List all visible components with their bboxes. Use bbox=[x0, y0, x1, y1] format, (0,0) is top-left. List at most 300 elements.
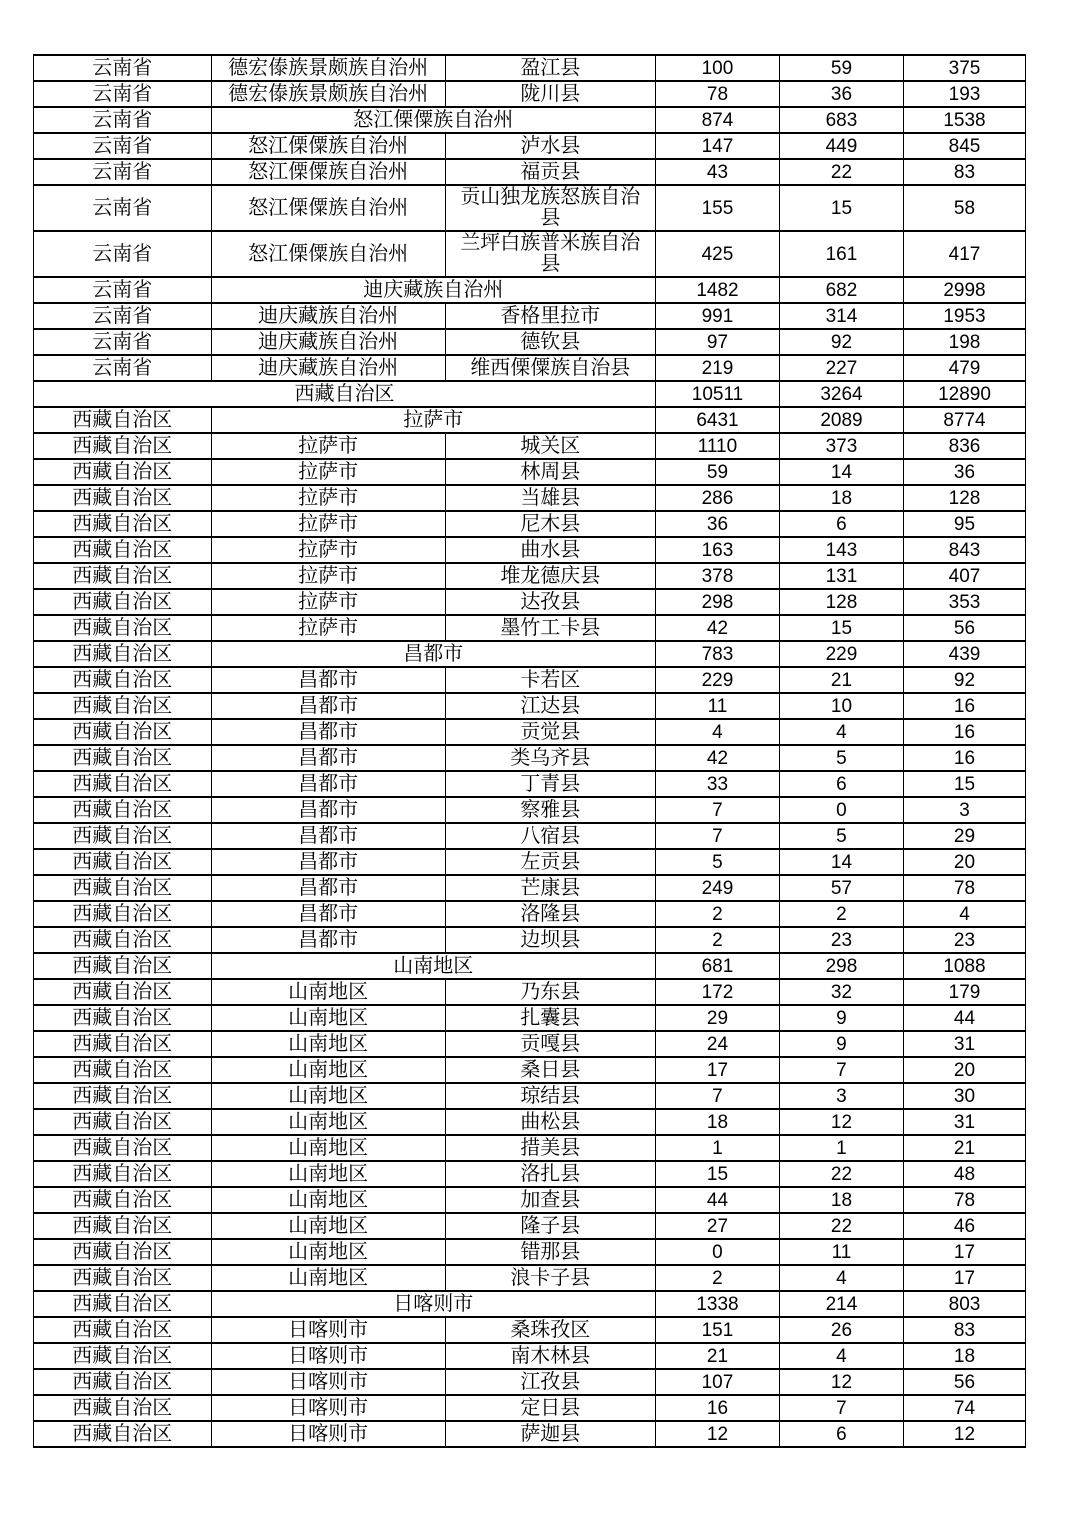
cell-province: 西藏自治区 bbox=[34, 875, 212, 901]
cell-county bbox=[445, 459, 655, 485]
cell-value-2: 2 bbox=[779, 901, 903, 927]
table-row bbox=[34, 407, 1026, 433]
cell-prefecture: 日喀则市 bbox=[211, 1369, 445, 1395]
cell-county bbox=[445, 589, 655, 615]
cell-prefecture: 山南地区 bbox=[211, 979, 445, 1005]
table-row bbox=[34, 849, 1026, 875]
cell-county bbox=[445, 355, 655, 381]
table-row bbox=[34, 303, 1026, 329]
cell-prefecture: 山南地区 bbox=[211, 1187, 445, 1213]
cell-prefecture: 山南地区 bbox=[211, 1057, 445, 1083]
cell-prefecture: 拉萨市 bbox=[211, 563, 445, 589]
cell-province: 云南省 bbox=[34, 107, 212, 133]
cell-value-3: 48 bbox=[903, 1161, 1025, 1187]
cell-value-3: 3 bbox=[903, 797, 1025, 823]
cell-value-1: 33 bbox=[655, 771, 779, 797]
cell-value-3: 29 bbox=[903, 823, 1025, 849]
cell-county bbox=[445, 1161, 655, 1187]
cell-value-2: 92 bbox=[779, 329, 903, 355]
cell-value-1: 11 bbox=[655, 693, 779, 719]
cell-value-1: 1338 bbox=[655, 1291, 779, 1317]
cell-value-1: 1 bbox=[655, 1135, 779, 1161]
county-label: 错那县 bbox=[520, 1240, 581, 1263]
cell-value-1: 7 bbox=[655, 823, 779, 849]
cell-value-2: 15 bbox=[779, 615, 903, 641]
cell-value-1: 172 bbox=[655, 979, 779, 1005]
cell-province: 西藏自治区 bbox=[34, 927, 212, 953]
cell-value-3: 36 bbox=[903, 459, 1025, 485]
county-label: 堆龙德庆县 bbox=[500, 564, 601, 587]
county-label: 桑日县 bbox=[520, 1058, 581, 1081]
cell-county bbox=[445, 133, 655, 159]
cell-county bbox=[445, 537, 655, 563]
cell-value-1: 27 bbox=[655, 1213, 779, 1239]
table-row bbox=[34, 1213, 1026, 1239]
table-row bbox=[34, 797, 1026, 823]
cell-prefecture: 山南地区 bbox=[211, 1239, 445, 1265]
cell-value-1: 21 bbox=[655, 1343, 779, 1369]
cell-value-3: 479 bbox=[903, 355, 1025, 381]
cell-province: 云南省 bbox=[34, 159, 212, 185]
cell-value-2: 22 bbox=[779, 159, 903, 185]
cell-value-2: 21 bbox=[779, 667, 903, 693]
cell-province: 云南省 bbox=[34, 303, 212, 329]
cell-value-2: 4 bbox=[779, 1265, 903, 1291]
cell-value-3: 78 bbox=[903, 875, 1025, 901]
cell-province: 云南省 bbox=[34, 277, 212, 303]
cell-county bbox=[445, 901, 655, 927]
cell-value-3: 193 bbox=[903, 81, 1025, 107]
cell-value-1: 17 bbox=[655, 1057, 779, 1083]
cell-prefecture: 日喀则市 bbox=[211, 1395, 445, 1421]
county-label: 贡山独龙族怒族自治县 bbox=[460, 186, 641, 229]
cell-prefecture: 拉萨市 bbox=[211, 589, 445, 615]
cell-county bbox=[445, 1005, 655, 1031]
cell-prefecture: 迪庆藏族自治州 bbox=[211, 355, 445, 381]
cell-value-2: 128 bbox=[779, 589, 903, 615]
county-label: 维西傈僳族自治县 bbox=[470, 356, 631, 379]
cell-prefecture-total: 迪庆藏族自治州 bbox=[211, 277, 655, 303]
cell-county bbox=[445, 511, 655, 537]
cell-value-2: 4 bbox=[779, 719, 903, 745]
cell-value-1: 783 bbox=[655, 641, 779, 667]
county-label: 萨迦县 bbox=[520, 1422, 581, 1445]
county-label: 曲松县 bbox=[520, 1110, 581, 1133]
cell-value-1: 24 bbox=[655, 1031, 779, 1057]
county-label: 泸水县 bbox=[520, 134, 581, 157]
cell-county bbox=[445, 55, 655, 81]
table-row bbox=[34, 355, 1026, 381]
cell-county bbox=[445, 1109, 655, 1135]
county-label: 城关区 bbox=[520, 434, 581, 457]
cell-value-3: 18 bbox=[903, 1343, 1025, 1369]
cell-province: 云南省 bbox=[34, 329, 212, 355]
cell-province: 西藏自治区 bbox=[34, 459, 212, 485]
cell-value-2: 59 bbox=[779, 55, 903, 81]
cell-value-1: 425 bbox=[655, 231, 779, 277]
cell-value-1: 0 bbox=[655, 1239, 779, 1265]
county-label: 林周县 bbox=[520, 460, 581, 483]
cell-value-1: 219 bbox=[655, 355, 779, 381]
cell-prefecture: 山南地区 bbox=[211, 1031, 445, 1057]
cell-value-1: 107 bbox=[655, 1369, 779, 1395]
cell-county bbox=[445, 433, 655, 459]
cell-value-3: 83 bbox=[903, 1317, 1025, 1343]
cell-prefecture: 昌都市 bbox=[211, 849, 445, 875]
cell-value-3: 845 bbox=[903, 133, 1025, 159]
county-label: 德钦县 bbox=[520, 330, 581, 353]
cell-value-1: 1110 bbox=[655, 433, 779, 459]
cell-value-1: 991 bbox=[655, 303, 779, 329]
table-row bbox=[34, 1239, 1026, 1265]
table-row bbox=[34, 901, 1026, 927]
cell-county bbox=[445, 875, 655, 901]
cell-prefecture: 山南地区 bbox=[211, 1213, 445, 1239]
cell-value-3: 23 bbox=[903, 927, 1025, 953]
cell-province: 西藏自治区 bbox=[34, 1421, 212, 1447]
cell-province: 西藏自治区 bbox=[34, 823, 212, 849]
table-row bbox=[34, 1031, 1026, 1057]
cell-province: 西藏自治区 bbox=[34, 615, 212, 641]
cell-value-1: 151 bbox=[655, 1317, 779, 1343]
cell-province: 西藏自治区 bbox=[34, 719, 212, 745]
table-row bbox=[34, 1109, 1026, 1135]
cell-province: 西藏自治区 bbox=[34, 797, 212, 823]
cell-county bbox=[445, 185, 655, 231]
cell-prefecture: 怒江傈僳族自治州 bbox=[211, 159, 445, 185]
cell-prefecture: 昌都市 bbox=[211, 693, 445, 719]
cell-value-2: 161 bbox=[779, 231, 903, 277]
cell-value-2: 18 bbox=[779, 1187, 903, 1213]
cell-value-2: 9 bbox=[779, 1031, 903, 1057]
cell-province: 云南省 bbox=[34, 55, 212, 81]
county-label: 陇川县 bbox=[520, 82, 581, 105]
cell-province: 西藏自治区 bbox=[34, 1369, 212, 1395]
cell-value-1: 15 bbox=[655, 1161, 779, 1187]
cell-value-2: 131 bbox=[779, 563, 903, 589]
table-row bbox=[34, 1057, 1026, 1083]
cell-province: 西藏自治区 bbox=[34, 1213, 212, 1239]
cell-value-2: 227 bbox=[779, 355, 903, 381]
cell-value-2: 9 bbox=[779, 1005, 903, 1031]
table-row bbox=[34, 823, 1026, 849]
table-row bbox=[34, 693, 1026, 719]
cell-value-1: 2 bbox=[655, 927, 779, 953]
cell-value-1: 378 bbox=[655, 563, 779, 589]
cell-value-3: 16 bbox=[903, 745, 1025, 771]
cell-province: 西藏自治区 bbox=[34, 485, 212, 511]
cell-county bbox=[445, 485, 655, 511]
cell-value-1: 2 bbox=[655, 1265, 779, 1291]
cell-value-3: 439 bbox=[903, 641, 1025, 667]
table-row bbox=[34, 1291, 1026, 1317]
region-statistics-table bbox=[33, 54, 1026, 1448]
cell-value-2: 314 bbox=[779, 303, 903, 329]
cell-value-1: 29 bbox=[655, 1005, 779, 1031]
county-label: 尼木县 bbox=[520, 512, 581, 535]
cell-value-2: 22 bbox=[779, 1213, 903, 1239]
cell-value-1: 44 bbox=[655, 1187, 779, 1213]
county-label: 南木林县 bbox=[510, 1344, 591, 1367]
cell-prefecture: 迪庆藏族自治州 bbox=[211, 303, 445, 329]
county-label: 八宿县 bbox=[520, 824, 581, 847]
cell-county bbox=[445, 849, 655, 875]
table-row bbox=[34, 1421, 1026, 1447]
county-label: 类乌齐县 bbox=[510, 746, 591, 769]
cell-county bbox=[445, 1239, 655, 1265]
cell-value-1: 16 bbox=[655, 1395, 779, 1421]
table-row bbox=[34, 745, 1026, 771]
cell-value-3: 353 bbox=[903, 589, 1025, 615]
cell-county bbox=[445, 1057, 655, 1083]
cell-value-3: 1088 bbox=[903, 953, 1025, 979]
cell-value-3: 417 bbox=[903, 231, 1025, 277]
cell-value-1: 78 bbox=[655, 81, 779, 107]
table-row bbox=[34, 719, 1026, 745]
cell-prefecture: 昌都市 bbox=[211, 901, 445, 927]
county-label: 洛隆县 bbox=[520, 902, 581, 925]
county-label: 卡若区 bbox=[520, 668, 581, 691]
cell-value-2: 2089 bbox=[779, 407, 903, 433]
cell-prefecture: 山南地区 bbox=[211, 1265, 445, 1291]
cell-value-3: 20 bbox=[903, 1057, 1025, 1083]
table-row bbox=[34, 277, 1026, 303]
cell-county bbox=[445, 1317, 655, 1343]
cell-county bbox=[445, 1031, 655, 1057]
cell-prefecture: 山南地区 bbox=[211, 1109, 445, 1135]
cell-prefecture: 昌都市 bbox=[211, 719, 445, 745]
cell-value-2: 229 bbox=[779, 641, 903, 667]
cell-value-3: 16 bbox=[903, 719, 1025, 745]
cell-county bbox=[445, 1421, 655, 1447]
cell-value-1: 147 bbox=[655, 133, 779, 159]
cell-prefecture: 迪庆藏族自治州 bbox=[211, 329, 445, 355]
table-row bbox=[34, 979, 1026, 1005]
table-row bbox=[34, 1395, 1026, 1421]
table-row bbox=[34, 433, 1026, 459]
cell-county bbox=[445, 563, 655, 589]
table-row bbox=[34, 1317, 1026, 1343]
cell-value-3: 8774 bbox=[903, 407, 1025, 433]
cell-value-2: 1 bbox=[779, 1135, 903, 1161]
cell-county bbox=[445, 303, 655, 329]
cell-province: 西藏自治区 bbox=[34, 1343, 212, 1369]
cell-value-3: 17 bbox=[903, 1239, 1025, 1265]
cell-value-2: 14 bbox=[779, 459, 903, 485]
table-row bbox=[34, 185, 1026, 231]
table-row bbox=[34, 55, 1026, 81]
cell-prefecture: 拉萨市 bbox=[211, 433, 445, 459]
table-row bbox=[34, 927, 1026, 953]
cell-prefecture-total: 日喀则市 bbox=[211, 1291, 655, 1317]
cell-value-3: 30 bbox=[903, 1083, 1025, 1109]
cell-value-1: 681 bbox=[655, 953, 779, 979]
table-row bbox=[34, 1083, 1026, 1109]
table-row bbox=[34, 1135, 1026, 1161]
cell-value-3: 12890 bbox=[903, 381, 1025, 407]
cell-value-3: 21 bbox=[903, 1135, 1025, 1161]
cell-province: 西藏自治区 bbox=[34, 1187, 212, 1213]
cell-value-2: 214 bbox=[779, 1291, 903, 1317]
cell-value-1: 874 bbox=[655, 107, 779, 133]
cell-value-3: 843 bbox=[903, 537, 1025, 563]
county-label: 扎囊县 bbox=[520, 1006, 581, 1029]
cell-value-2: 6 bbox=[779, 771, 903, 797]
cell-province: 西藏自治区 bbox=[34, 745, 212, 771]
cell-province: 云南省 bbox=[34, 133, 212, 159]
table-row bbox=[34, 563, 1026, 589]
county-label: 边坝县 bbox=[520, 928, 581, 951]
cell-province: 西藏自治区 bbox=[34, 537, 212, 563]
cell-province: 西藏自治区 bbox=[34, 953, 212, 979]
cell-province: 西藏自治区 bbox=[34, 693, 212, 719]
cell-value-3: 56 bbox=[903, 615, 1025, 641]
cell-value-1: 36 bbox=[655, 511, 779, 537]
cell-value-2: 6 bbox=[779, 511, 903, 537]
cell-prefecture: 怒江傈僳族自治州 bbox=[211, 133, 445, 159]
cell-value-2: 23 bbox=[779, 927, 903, 953]
county-label: 曲水县 bbox=[520, 538, 581, 561]
cell-value-3: 95 bbox=[903, 511, 1025, 537]
table-row bbox=[34, 1265, 1026, 1291]
cell-province: 西藏自治区 bbox=[34, 979, 212, 1005]
cell-value-1: 7 bbox=[655, 797, 779, 823]
cell-value-2: 15 bbox=[779, 185, 903, 231]
cell-province: 西藏自治区 bbox=[34, 1161, 212, 1187]
cell-value-1: 10511 bbox=[655, 381, 779, 407]
cell-province: 西藏自治区 bbox=[34, 1395, 212, 1421]
cell-prefecture-total: 拉萨市 bbox=[211, 407, 655, 433]
table-row bbox=[34, 511, 1026, 537]
cell-prefecture: 拉萨市 bbox=[211, 511, 445, 537]
cell-prefecture: 日喀则市 bbox=[211, 1343, 445, 1369]
cell-value-3: 15 bbox=[903, 771, 1025, 797]
cell-value-3: 198 bbox=[903, 329, 1025, 355]
cell-value-1: 298 bbox=[655, 589, 779, 615]
county-label: 隆子县 bbox=[520, 1214, 581, 1237]
cell-value-3: 56 bbox=[903, 1369, 1025, 1395]
cell-province: 西藏自治区 bbox=[34, 1083, 212, 1109]
cell-prefecture-total: 山南地区 bbox=[211, 953, 655, 979]
cell-province: 云南省 bbox=[34, 185, 212, 231]
cell-province: 云南省 bbox=[34, 231, 212, 277]
cell-value-3: 31 bbox=[903, 1031, 1025, 1057]
cell-prefecture: 拉萨市 bbox=[211, 615, 445, 641]
cell-value-2: 449 bbox=[779, 133, 903, 159]
cell-county bbox=[445, 979, 655, 1005]
table-row bbox=[34, 485, 1026, 511]
cell-value-1: 97 bbox=[655, 329, 779, 355]
table-row bbox=[34, 329, 1026, 355]
cell-value-2: 57 bbox=[779, 875, 903, 901]
cell-value-3: 58 bbox=[903, 185, 1025, 231]
cell-value-3: 83 bbox=[903, 159, 1025, 185]
table-row bbox=[34, 615, 1026, 641]
table-row bbox=[34, 81, 1026, 107]
table-row bbox=[34, 459, 1026, 485]
cell-value-3: 74 bbox=[903, 1395, 1025, 1421]
county-label: 乃东县 bbox=[520, 980, 581, 1003]
cell-prefecture: 昌都市 bbox=[211, 797, 445, 823]
county-label: 兰坪白族普米族自治县 bbox=[460, 232, 641, 275]
cell-value-1: 1482 bbox=[655, 277, 779, 303]
cell-value-3: 1953 bbox=[903, 303, 1025, 329]
table-row bbox=[34, 1161, 1026, 1187]
cell-value-1: 163 bbox=[655, 537, 779, 563]
cell-value-2: 10 bbox=[779, 693, 903, 719]
cell-county bbox=[445, 1187, 655, 1213]
table-body bbox=[34, 55, 1026, 1447]
cell-county bbox=[445, 823, 655, 849]
cell-county bbox=[445, 1369, 655, 1395]
cell-value-3: 17 bbox=[903, 1265, 1025, 1291]
cell-value-3: 4 bbox=[903, 901, 1025, 927]
cell-value-3: 128 bbox=[903, 485, 1025, 511]
cell-county bbox=[445, 1265, 655, 1291]
county-label: 察雅县 bbox=[520, 798, 581, 821]
cell-prefecture: 昌都市 bbox=[211, 875, 445, 901]
cell-county bbox=[445, 159, 655, 185]
county-label: 贡觉县 bbox=[520, 720, 581, 743]
cell-county bbox=[445, 329, 655, 355]
cell-prefecture: 山南地区 bbox=[211, 1005, 445, 1031]
cell-province: 西藏自治区 bbox=[34, 1317, 212, 1343]
table-row bbox=[34, 107, 1026, 133]
cell-prefecture: 日喀则市 bbox=[211, 1317, 445, 1343]
cell-value-1: 100 bbox=[655, 55, 779, 81]
cell-value-2: 26 bbox=[779, 1317, 903, 1343]
cell-value-2: 32 bbox=[779, 979, 903, 1005]
cell-value-3: 78 bbox=[903, 1187, 1025, 1213]
table-row bbox=[34, 1187, 1026, 1213]
table-row bbox=[34, 875, 1026, 901]
cell-value-2: 682 bbox=[779, 277, 903, 303]
cell-prefecture: 日喀则市 bbox=[211, 1421, 445, 1447]
county-label: 丁青县 bbox=[520, 772, 581, 795]
cell-province: 西藏自治区 bbox=[34, 1005, 212, 1031]
cell-value-2: 5 bbox=[779, 745, 903, 771]
cell-value-2: 5 bbox=[779, 823, 903, 849]
cell-county bbox=[445, 1135, 655, 1161]
cell-value-1: 286 bbox=[655, 485, 779, 511]
cell-value-1: 18 bbox=[655, 1109, 779, 1135]
cell-prefecture: 德宏傣族景颇族自治州 bbox=[211, 55, 445, 81]
cell-province: 西藏自治区 bbox=[34, 641, 212, 667]
cell-prefecture: 昌都市 bbox=[211, 927, 445, 953]
cell-prefecture: 昌都市 bbox=[211, 823, 445, 849]
county-label: 洛扎县 bbox=[520, 1162, 581, 1185]
table-row bbox=[34, 771, 1026, 797]
cell-value-3: 44 bbox=[903, 1005, 1025, 1031]
cell-county bbox=[445, 667, 655, 693]
cell-county bbox=[445, 1343, 655, 1369]
cell-prefecture: 昌都市 bbox=[211, 745, 445, 771]
table-row bbox=[34, 133, 1026, 159]
cell-prefecture: 山南地区 bbox=[211, 1135, 445, 1161]
cell-value-2: 12 bbox=[779, 1109, 903, 1135]
table-row bbox=[34, 667, 1026, 693]
cell-county bbox=[445, 745, 655, 771]
cell-prefecture: 昌都市 bbox=[211, 667, 445, 693]
cell-value-3: 2998 bbox=[903, 277, 1025, 303]
cell-prefecture: 怒江傈僳族自治州 bbox=[211, 185, 445, 231]
cell-value-3: 179 bbox=[903, 979, 1025, 1005]
county-label: 桑珠孜区 bbox=[510, 1318, 591, 1341]
cell-value-3: 836 bbox=[903, 433, 1025, 459]
cell-value-2: 22 bbox=[779, 1161, 903, 1187]
cell-value-3: 12 bbox=[903, 1421, 1025, 1447]
cell-county bbox=[445, 927, 655, 953]
